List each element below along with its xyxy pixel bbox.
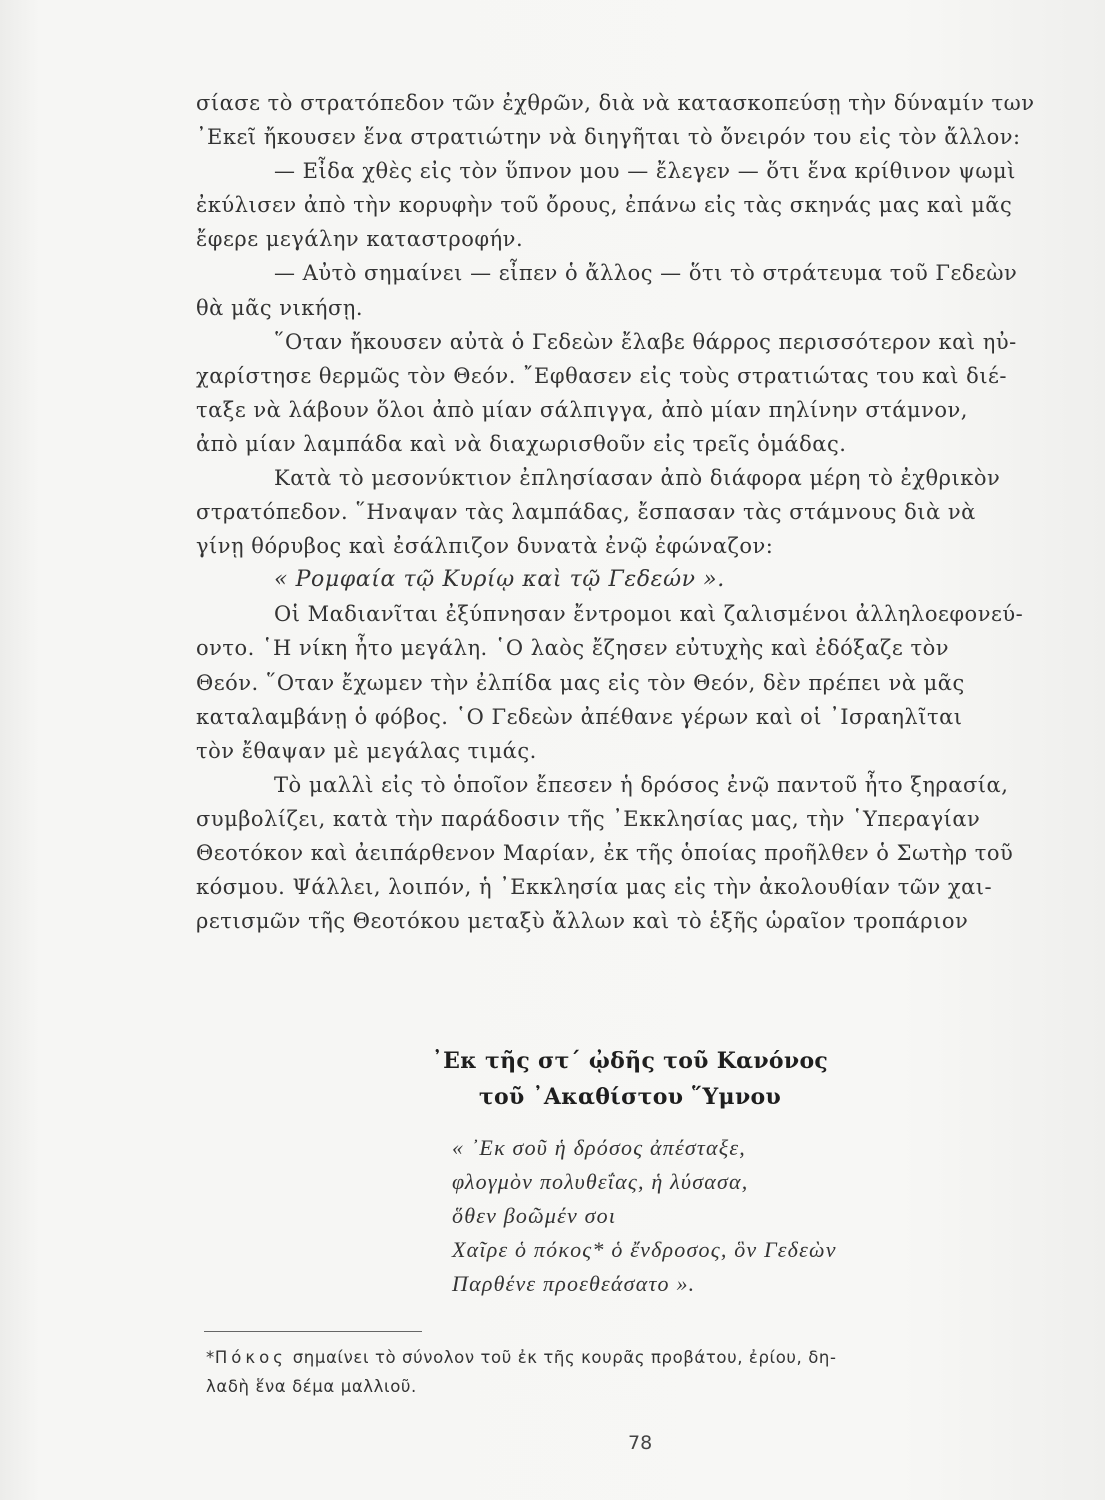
text-line: Κατὰ τὸ μεσονύκτιον ἐπλησίασαν ἀπὸ διάφορα μέρη τὸ ἐχθρικὸν [274,466,1001,491]
battle-cry-quote: « Ρομφαία τῷ Κυρίῳ καὶ τῷ Γεδεών ». [274,567,725,593]
text-line: οντο. ῾Η νίκη ἦτο μεγάλη. ῾Ο λαὸς ἔζησεν εὐτυχὴς καὶ ἐδόξαζε τὸν [196,636,950,661]
verse-line: Παρθένε προεθεάσατο ». [452,1271,696,1296]
text-line: ἔφερε μεγάλην καταστροφήν. [196,227,524,252]
text-line: χαρίστησε θερμῶς τὸν Θεόν. ῎Εφθασεν εἰς τοὺς στρατιώτας του καὶ διέ- [196,363,1008,388]
text-line: συμβολίζει, κατὰ τὴν παράδοσιν τῆς ᾿Εκκλησίας μας, τὴν ῾Υπεραγίαν [196,806,981,831]
paragraph [196,325,1072,461]
text-line: Θεόν. ῞Οταν ἔχωμεν τὴν ἐλπίδα μας εἰς τὸν Θεόν, δὲν πρέπει νὰ μᾶς [196,670,965,695]
footnote [206,1343,1072,1401]
paragraph [196,86,1072,154]
text-line: θὰ μᾶς νικήσῃ. [196,295,364,320]
verse-line: « ᾿Εκ σοῦ ἡ δρόσος ἀπέσταξε, [452,1135,746,1160]
paragraph [196,461,1072,563]
text-line: Τὸ μαλλὶ εἰς τὸ ὁποῖον ἔπεσεν ἡ δρόσος ἐνῷ παντοῦ ἦτο ξηρασία, [274,772,1009,797]
text-line: τὸν ἔθαψαν μὲ μεγάλας τιμάς. [196,738,537,763]
footnote-text: σημαίνει τὸ σύνολον τοῦ ἐκ τῆς κουρᾶς προβάτου, ἐρίου, δη- [292,1348,837,1367]
footnote-line [206,1343,1072,1372]
paragraph [196,768,1072,938]
footnote-marker: * [206,1348,215,1367]
footnote-term: Πόκος [214,1348,287,1367]
footnote-divider [204,1331,422,1332]
text-line: ᾿Εκεῖ ἤκουσεν ἕνα στρατιώτην νὰ διηγῆται τὸ ὄνειρόν του εἰς τὸν ἄλλον: [196,125,1021,150]
page-number: 78 [628,1432,653,1454]
verse-line: Χαῖρε ὁ πόκος* ὁ ἔνδροσος, ὃν Γεδεὼν [452,1237,837,1262]
text-line: γίνῃ θόρυβος καὶ ἐσάλπιζον δυνατὰ ἐνῷ ἐφώναζον: [196,534,774,559]
paragraph [196,256,1072,324]
paragraph [196,597,1072,767]
verse-line: φλογμὸν πολυθεΐας, ἡ λύσασα, [452,1169,749,1194]
verse-line: ὅθεν βοῶμέν σοι [452,1203,617,1228]
hymn-heading-line-1: ᾿Εκ τῆς στ΄ ᾠδῆς τοῦ Κανόνος [431,1048,829,1074]
text-line: ἐκύλισεν ἀπὸ τὴν κορυφὴν τοῦ ὄρους, ἐπάνω εἰς τὰς σκηνάς μας καὶ μᾶς [196,193,1013,218]
footnote-line: λαδὴ ἕνα δέμα μαλλιοῦ. [206,1377,417,1396]
text-line: ρετισμῶν τῆς Θεοτόκου μεταξὺ ἄλλων καὶ τὸ ἑξῆς ὡραῖον τροπάριον [196,909,969,934]
text-line: ῞Οταν ἤκουσεν αὐτὰ ὁ Γεδεὼν ἔλαβε θάρρος περισσότερον καὶ ηὐ- [274,329,1017,354]
text-line: — Αὐτὸ σημαίνει — εἶπεν ὁ ἄλλος — ὅτι τὸ στράτευμα τοῦ Γεδεὼν [274,261,1018,286]
text-line: Θεοτόκον καὶ ἀειπάρθενον Μαρίαν, ἐκ τῆς ὁποίας προῆλθεν ὁ Σωτὴρ τοῦ [196,840,1014,865]
text-line: Οἱ Μαδιανῖται ἐξύπνησαν ἔντρομοι καὶ ζαλισμένοι ἀλληλοεφονεύ- [274,602,1024,627]
hymn-verse [452,1131,892,1301]
paragraph [196,154,1072,256]
text-line: — Εἶδα χθὲς εἰς τὸν ὕπνον μου — ἔλεγεν — ὅτι ἕνα κρίθινον ψωμὶ [274,159,1016,184]
text-line: στρατόπεδον. ῞Ηναψαν τὰς λαμπάδας, ἔσπασαν τὰς στάμνους διὰ νὰ [196,500,976,525]
text-line: ἀπὸ μίαν λαμπάδα καὶ νὰ διαχωρισθοῦν εἰς τρεῖς ὁμάδας. [196,431,847,456]
text-line: κόσμου. Ψάλλει, λοιπόν, ἡ ᾿Εκκλησία μας εἰς τὴν ἀκολουθίαν τῶν χαι- [196,875,993,900]
text-line: σίασε τὸ στρατόπεδον τῶν ἐχθρῶν, διὰ νὰ κατασκοπεύσῃ τὴν δύναμίν των [196,91,1035,115]
hymn-heading-line-2: τοῦ ᾿Ακαθίστου ῞Υμνου [478,1084,782,1110]
main-text [196,86,1072,938]
text-line: ταξε νὰ λάβουν ὅλοι ἀπὸ μίαν σάλπιγγα, ἀπὸ μίαν πηλίνην στάμνον, [196,397,968,422]
text-line: καταλαμβάνῃ ὁ φόβος. ῾Ο Γεδεὼν ἀπέθανε γέρων καὶ οἱ ᾿Ισραηλῖται [196,704,963,729]
